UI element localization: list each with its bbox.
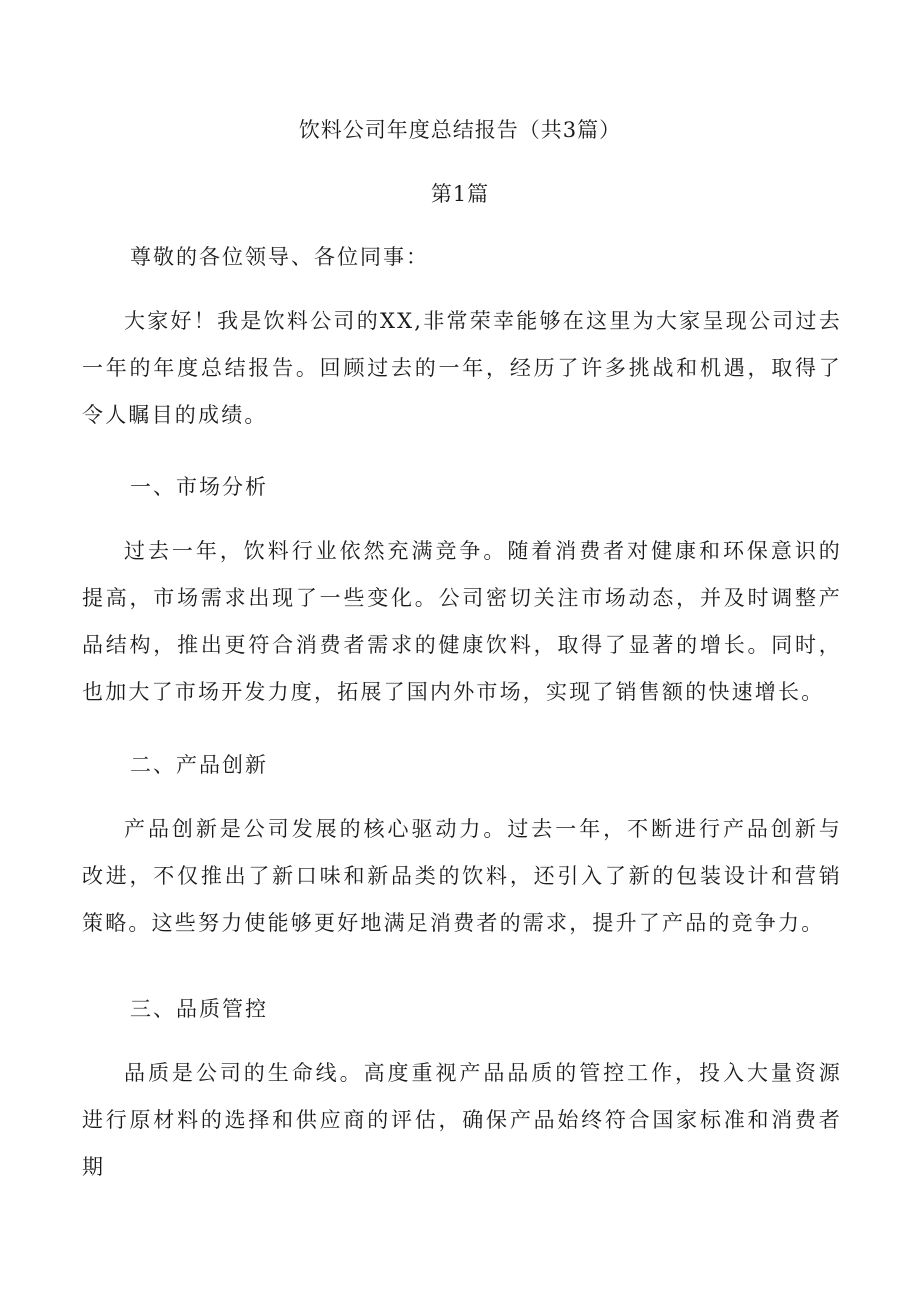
section-body-quality: 品质是公司的生命线。高度重视产品品质的管控工作，投入大量资源进行原材料的选择和供应商的评估，确保产品始终符合国家标准和消费者期 — [82, 1061, 842, 1179]
section-body-product: 产品创新是公司发展的核心驱动力。过去一年，不断进行产品创新与改进，不仅推出了新口味和新品类的饮料，还引入了新的包装设计和营销策略。这些努力使能够更好地满足消费者的需求，提升了产品的竞争力。 — [82, 817, 842, 935]
salutation: 尊敬的各位领导、各位同事： — [130, 245, 429, 269]
part-title: 第1篇 — [430, 182, 490, 206]
section-heading-quality: 三、品质管控 — [130, 997, 268, 1021]
intro-paragraph: 大家好！我是饮料公司的XX,非常荣幸能够在这里为大家呈现公司过去一年的年度总结报告。回顾过去的一年，经历了许多挑战和机遇，取得了令人瞩目的成绩。 — [82, 309, 842, 427]
section-body-market: 过去一年，饮料行业依然充满竞争。随着消费者对健康和环保意识的提高，市场需求出现了一些变化。公司密切关注市场动态，并及时调整产品结构，推出更符合消费者需求的健康饮料，取得了显著的增长。同时，也加大了市场开发力度，拓展了国内外市场，实现了销售额的快速增长。 — [82, 539, 842, 704]
section-heading-product: 二、产品创新 — [130, 753, 268, 777]
section-heading-market: 一、市场分析 — [130, 475, 268, 499]
document-title: 饮料公司年度总结报告（共3篇） — [298, 118, 622, 142]
